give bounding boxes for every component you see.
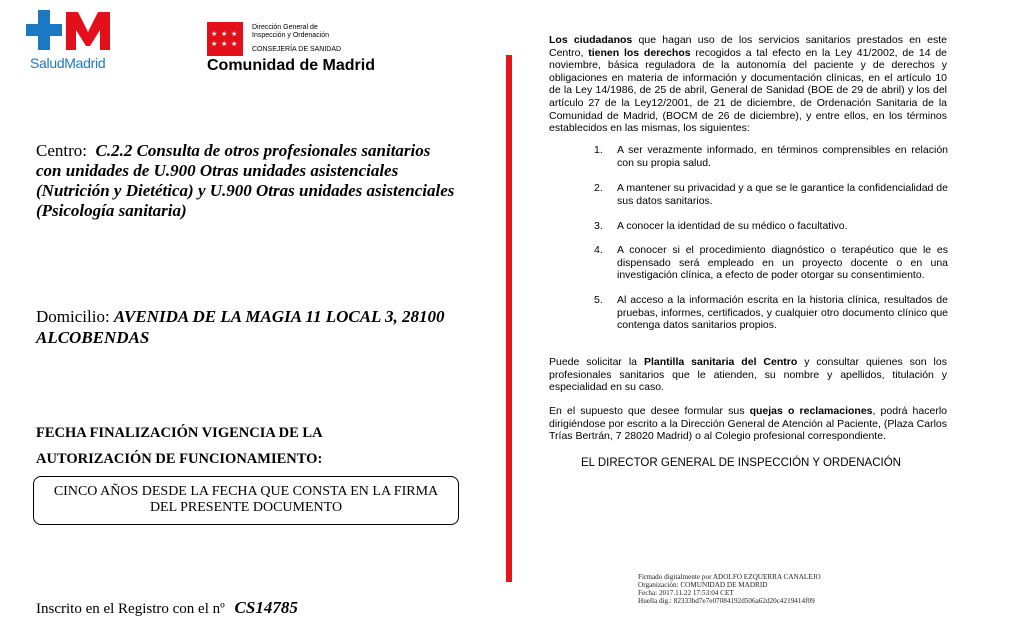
right-number: 2.	[594, 182, 603, 194]
right-text: A mantener su privacidad y a que se le garantice la confidencialidad de sus datos sanitarios.	[617, 182, 948, 207]
red-divider	[506, 55, 512, 582]
right-item-3	[594, 220, 948, 234]
domicilio-block	[36, 306, 456, 348]
vigencia-line1: CINCO AÑOS DESDE LA FECHA QUE CONSTA EN LA FIRMA	[53, 484, 439, 499]
centro-value: C.2.2 Consulta de otros profesionales sanitarios con unidades de U.900 Otras unidades asistenciales (Nutrición y Dietética) y U.900 Otras unidades asistenciales (Psicología sanitaria)	[36, 141, 455, 220]
fecha-vigencia-heading	[36, 420, 366, 472]
centro-block	[36, 141, 456, 221]
intro-text-2: recogidos a tal efecto en la Ley 41/2002, de 14 de noviembre, básica reguladora de la autonomía del paciente y de derechos y obligaciones en materia de información y documentación clínicas, en el artículo 10 de la Ley 14/1986, de 25 de abril, General de Sanidad (BOE de 29 de abril) y los del artículo 27 de la Ley12/2001, de 21 de diciembre, de Ordenación Sanitaria de la Comunidad de Madrid, (BOCM de 26 de diciembre), y entre ellos, en los términos establecidos en las mismas, los siguientes:	[549, 46, 947, 135]
quejas-bold: quejas o reclamaciones	[749, 405, 873, 417]
registro-line	[36, 598, 298, 618]
intro-text-1: que hagan uso de los servicios sanitarios prestados en este Centro,	[549, 34, 947, 59]
quejas-paragraph	[549, 405, 947, 443]
right-text: A ser verazmente informado, en términos comprensibles en relación con su propia salud.	[617, 144, 948, 169]
consejeria-label: CONSEJERÍA DE SANIDAD	[252, 46, 342, 53]
quejas-post: , podrá hacerlo dirigiéndose por escrito a la Dirección General de Atención al Paciente, (Plaza Carlos Trías Bertrán, 7 28020 Madrid) o al Colegio profesional correspondiente.	[549, 405, 947, 443]
right-number: 3.	[594, 220, 603, 232]
intro-bold-ciudadanos: Los ciudadanos	[549, 34, 633, 46]
firma-line: Firmado digitalmente por ADOLFO EZQUERRA CANALEJO	[638, 573, 821, 581]
registro-number: CS14785	[234, 598, 298, 617]
fecha-heading-line2: AUTORIZACIÓN DE FUNCIONAMIENTO:	[36, 451, 323, 467]
right-item-2	[594, 182, 948, 208]
right-item-1	[594, 144, 948, 170]
firma-line: Fecha: 2017.11.22 17:53:04 CET	[638, 589, 734, 597]
inspeccion-label: Inspección y Ordenación	[252, 32, 330, 39]
salud-madrid-wordmark: SaludMadrid	[30, 55, 106, 71]
registro-label: Inscrito en el Registro con el nº	[36, 601, 225, 617]
right-text: A conocer si el procedimiento diagnóstico o terapéutico que le es dispensado será empleado en un proyecto docente o en una investigación clínica, a efecto de poder otorgar su consentimiento.	[617, 244, 948, 282]
right-item-4	[594, 244, 948, 284]
quejas-pre: En el supuesto que desee formular sus	[549, 405, 750, 417]
right-item-5	[594, 294, 948, 334]
right-number: 4.	[594, 244, 603, 256]
intro-bold-derechos: tienen los derechos	[588, 46, 691, 59]
firma-line: Organización: COMUNIDAD DE MADRID	[638, 581, 768, 589]
digital-signature-block	[638, 573, 821, 605]
domicilio-value: AVENIDA DE LA MAGIA 11 LOCAL 3, 28100 ALCOBENDAS	[36, 307, 445, 347]
direccion-general-label: Dirección General de	[252, 24, 318, 31]
director-signature-title: EL DIRECTOR GENERAL DE INSPECCIÓN Y ORDENACIÓN	[581, 457, 901, 469]
fecha-heading-line1: FECHA FINALIZACIÓN VIGENCIA DE LA	[36, 425, 323, 441]
right-number: 1.	[594, 144, 603, 156]
firma-line: Huella dig.: 82333bd7e7e07084192d506a62d20c4219414f09	[638, 597, 815, 605]
right-text: A conocer la identidad de su médico o facultativo.	[617, 220, 848, 232]
plantilla-bold: Plantilla sanitaria del Centro	[643, 356, 798, 368]
derechos-intro	[549, 34, 947, 135]
vigencia-box	[33, 476, 459, 525]
domicilio-label: Domicilio:	[36, 307, 110, 326]
comunidad-title: Comunidad de Madrid	[207, 57, 375, 74]
centro-label: Centro:	[36, 141, 87, 160]
plantilla-pre: Puede solicitar la	[549, 356, 644, 368]
right-number: 5.	[594, 294, 603, 306]
plantilla-paragraph	[549, 356, 947, 394]
right-text: Al acceso a la información escrita en la historia clínica, resultados de pruebas, informes, certificados, y cualquier otro documento clínico que contenga datos sanitarios propios.	[617, 294, 948, 332]
comunidad-madrid-flag-icon: ★ ★ ★ ★ ★ ★	[207, 22, 243, 56]
vigencia-line2: DEL PRESENTE DOCUMENTO	[149, 500, 343, 515]
plantilla-post: y consultar quienes son los profesionales sanitarios que le atienden, su nombre y apellidos, titulación y especialidad en su caso.	[549, 356, 947, 394]
